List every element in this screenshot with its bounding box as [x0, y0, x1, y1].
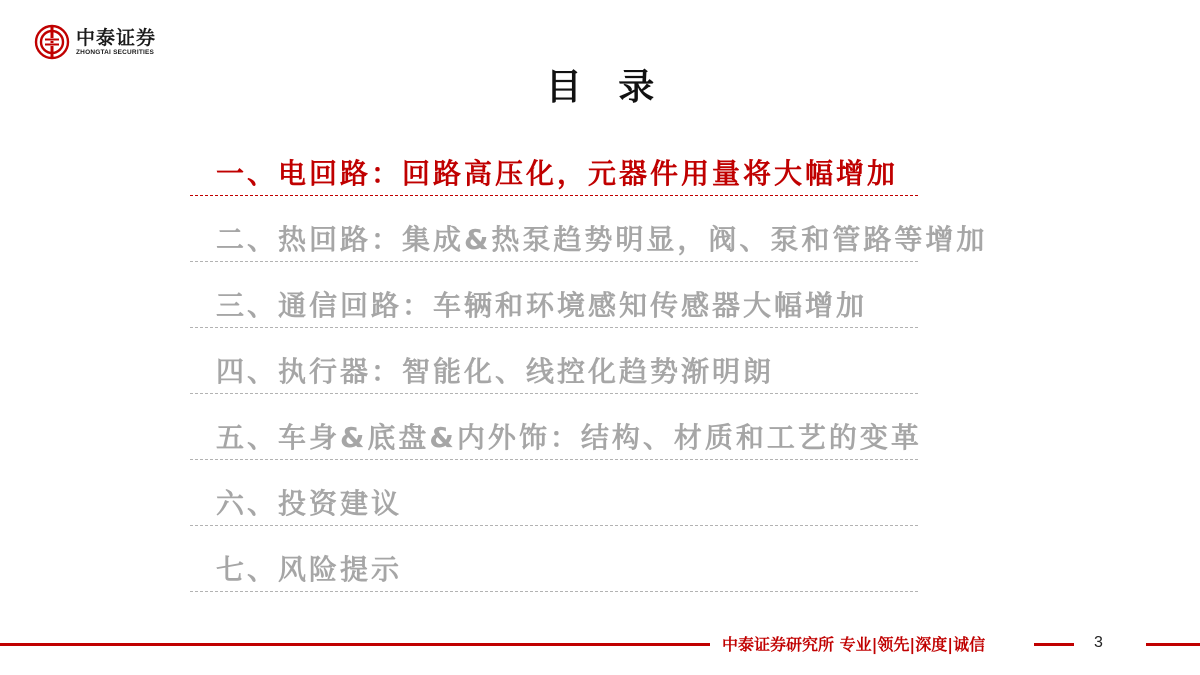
page-number: 3: [1094, 634, 1103, 651]
brand-logo: [34, 22, 156, 62]
brand-name-cn: 中泰证券: [76, 26, 157, 49]
toc-item-label: 六、投资建议: [216, 487, 403, 520]
brand-text: [76, 28, 156, 57]
footer-divider-right: [1146, 643, 1200, 646]
toc-item-label: 七、风险提示: [216, 553, 403, 586]
zhongtai-logo-icon: [34, 24, 70, 60]
footer-divider-left: [0, 643, 710, 646]
toc-item-6[interactable]: [190, 485, 918, 526]
footer-slogan: 中泰证券研究所 专业|领先|深度|诚信: [722, 635, 986, 654]
footer-divider-mid: [1034, 643, 1074, 646]
toc-item-label: 三、通信回路：车辆和环境感知传感器大幅增加: [216, 289, 868, 322]
brand-name-en: ZHONGTAI SECURITIES: [76, 48, 155, 56]
toc-item-2[interactable]: [190, 221, 988, 262]
toc-item-7[interactable]: [190, 551, 918, 592]
toc-item-label: 二、热回路：集成&热泵趋势明显，阀、泵和管路等增加: [216, 223, 988, 256]
toc-item-label: 四、执行器：智能化、线控化趋势渐明朗: [216, 355, 775, 388]
toc-item-label: 五、车身&底盘&内外饰：结构、材质和工艺的变革: [216, 421, 922, 454]
toc-item-3[interactable]: [190, 287, 918, 328]
toc-item-1[interactable]: [190, 155, 918, 196]
toc-item-label: 一、电回路：回路高压化，元器件用量将大幅增加: [216, 157, 899, 190]
toc-item-5[interactable]: [190, 419, 922, 460]
page-title: 目 录: [545, 67, 667, 108]
toc-item-4[interactable]: [190, 353, 918, 394]
